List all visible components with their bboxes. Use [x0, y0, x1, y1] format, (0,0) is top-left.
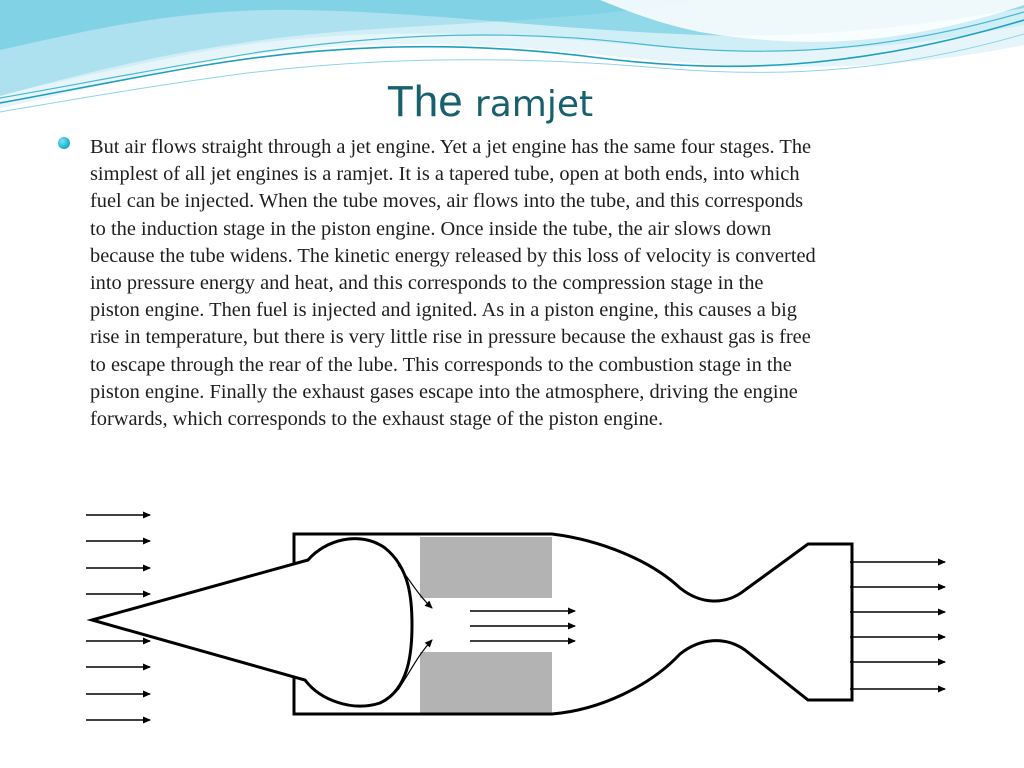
ramjet-diagram [78, 505, 958, 750]
body-line: But air flows straight through a jet engine. Yet a jet engine has the same four stages. The [90, 136, 812, 158]
combustor-airflow-arrows [470, 611, 575, 641]
slide-title [0, 76, 980, 131]
body-line: because the tube widens. The kinetic energy released by this loss of velocity is converted [90, 244, 816, 267]
body-line: piston engine. Then fuel is injected and ignited. As in a piston engine, this causes a big [90, 299, 797, 322]
body-line: fuel can be injected. When the tube moves, air flows into the tube, and this corresponds [90, 190, 804, 213]
body-paragraph [90, 134, 960, 433]
body-line: piston engine. Finally the exhaust gases escape into the atmosphere, driving the engine [90, 380, 798, 403]
body-line: simplest of all jet engines is a ramjet. It is a tapered tube, open at both ends, into which [90, 163, 800, 186]
combustor-block-bottom [420, 652, 552, 713]
body-line: rise in temperature, but there is very little rise in pressure because the exhaust gas is free [90, 326, 811, 349]
round-bullet-icon [58, 137, 70, 149]
title-word-the: The [386, 77, 463, 126]
exhaust-airflow-arrows [850, 562, 945, 689]
title-word-ramjet: ramjet [474, 84, 594, 125]
combustor-block-top [420, 537, 552, 598]
body-line: to the induction stage in the piston engine. Once inside the tube, the air slows down [90, 217, 772, 240]
body-line: to escape through the rear of the lube. This corresponds to the combustion stage in the [90, 353, 792, 376]
body-line: forwards, which corresponds to the exhaust stage of the piston engine. [90, 408, 664, 431]
body-line: into pressure energy and heat, and this corresponds to the compression stage in the [90, 272, 764, 295]
inlet-cone [92, 539, 412, 706]
